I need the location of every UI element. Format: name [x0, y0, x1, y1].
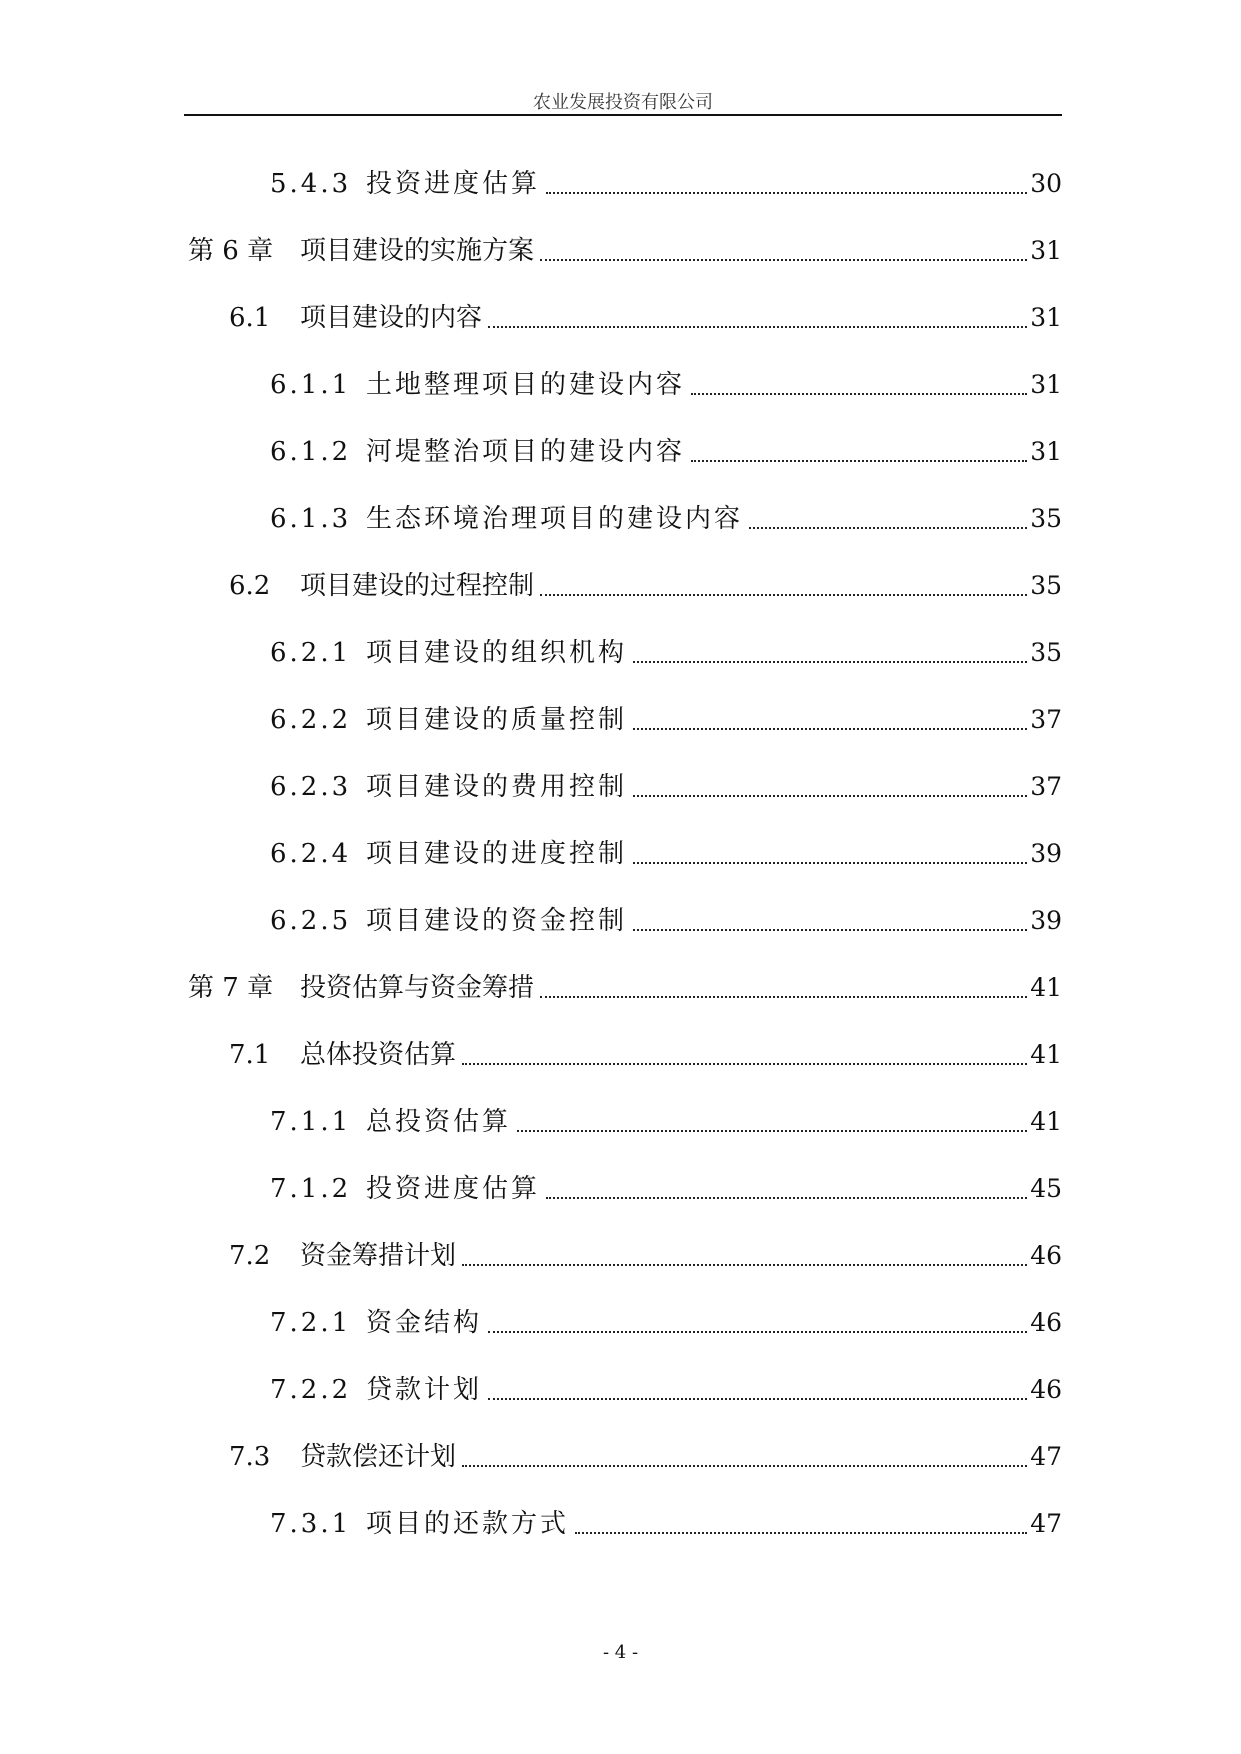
toc-dot-leader [546, 192, 1027, 194]
header-rule [184, 114, 1062, 116]
toc-page-number: 37 [1030, 705, 1062, 734]
toc-dot-leader [462, 1465, 1027, 1467]
toc-number: 6.1 [229, 303, 271, 333]
toc-entry-7-3[interactable] [229, 1440, 1062, 1474]
toc-entry-6-1[interactable] [229, 301, 1062, 335]
toc-number: 7.3 [229, 1442, 271, 1472]
toc-number: 7.1 [229, 1040, 271, 1070]
toc-dot-leader [691, 393, 1027, 395]
toc-dot-leader [633, 795, 1027, 797]
toc-dot-leader [488, 1398, 1027, 1400]
toc-number: 5.4.3 [270, 169, 352, 199]
toc-page-number: 41 [1030, 1040, 1062, 1069]
toc-title: 生态环境治理项目的建设内容 [366, 504, 744, 534]
toc-dot-leader [540, 594, 1027, 596]
toc-title: 资金结构 [366, 1308, 483, 1338]
toc-number: 6.1.2 [270, 437, 352, 467]
toc-entry-6-2-1[interactable] [270, 636, 1062, 670]
toc-entry-7-1-2[interactable] [270, 1172, 1062, 1206]
toc-page-number: 37 [1030, 772, 1062, 801]
toc-entry-7-3-1[interactable] [270, 1507, 1062, 1541]
toc-dot-leader [633, 862, 1027, 864]
running-header: 农业发展投资有限公司 [533, 92, 713, 113]
toc-number: 7.1.2 [270, 1174, 352, 1204]
toc-entry-7-2-1[interactable] [270, 1306, 1062, 1340]
toc-dot-leader [575, 1532, 1027, 1534]
toc-page-number: 31 [1030, 370, 1062, 399]
toc-entry-chapter-6[interactable] [188, 234, 1062, 268]
toc-dot-leader [517, 1130, 1027, 1132]
toc-dot-leader [546, 1197, 1027, 1199]
toc-entry-6-1-3[interactable] [270, 502, 1062, 536]
toc-title: 项目建设的内容 [300, 303, 483, 333]
toc-page-number: 41 [1030, 1107, 1062, 1136]
toc-number: 6.1.1 [270, 370, 352, 400]
toc-title: 项目建设的费用控制 [366, 772, 628, 802]
toc-number: 6.1.3 [270, 504, 352, 534]
toc-title: 项目建设的过程控制 [300, 571, 535, 601]
toc-number: 6.2.1 [270, 638, 352, 668]
toc-entry-6-1-1[interactable] [270, 368, 1062, 402]
toc-dot-leader [749, 527, 1027, 529]
toc-number: 6.2.4 [270, 839, 352, 869]
toc-dot-leader [488, 326, 1027, 328]
toc-title: 项目建设的进度控制 [366, 839, 628, 869]
toc-title: 项目的还款方式 [366, 1509, 570, 1539]
toc-page-number: 30 [1030, 169, 1062, 198]
page-number-footer: - 4 - [602, 1642, 639, 1663]
toc-title: 河堤整治项目的建设内容 [366, 437, 686, 467]
toc-page-number: 39 [1030, 906, 1062, 935]
toc-title: 项目建设的实施方案 [300, 236, 535, 266]
toc-title: 贷款计划 [366, 1375, 483, 1405]
toc-title: 投资估算与资金筹措 [300, 973, 535, 1003]
toc-entry-5-4-3[interactable] [270, 167, 1062, 201]
toc-dot-leader [540, 259, 1027, 261]
toc-title: 资金筹措计划 [300, 1241, 457, 1271]
toc-entry-6-1-2[interactable] [270, 435, 1062, 469]
toc-page-number: 46 [1030, 1241, 1062, 1270]
toc-dot-leader [540, 996, 1027, 998]
toc-page-number: 31 [1030, 303, 1062, 332]
toc-number: 7.2.1 [270, 1308, 352, 1338]
toc-title: 项目建设的质量控制 [366, 705, 628, 735]
toc-entry-6-2-4[interactable] [270, 837, 1062, 871]
toc-page-number: 35 [1030, 571, 1062, 600]
toc-page-number: 31 [1030, 437, 1062, 466]
toc-dot-leader [633, 728, 1027, 730]
toc-entry-6-2[interactable] [229, 569, 1062, 603]
toc-page-number: 45 [1030, 1174, 1062, 1203]
toc-number: 7.2 [229, 1241, 271, 1271]
toc-page-number: 31 [1030, 236, 1062, 265]
toc-title: 总投资估算 [366, 1107, 512, 1137]
toc-entry-6-2-5[interactable] [270, 904, 1062, 938]
toc-entry-7-2[interactable] [229, 1239, 1062, 1273]
toc-entry-7-1-1[interactable] [270, 1105, 1062, 1139]
toc-page-number: 39 [1030, 839, 1062, 868]
toc-title: 土地整理项目的建设内容 [366, 370, 686, 400]
toc-page-number: 35 [1030, 638, 1062, 667]
toc-entry-6-2-3[interactable] [270, 770, 1062, 804]
toc-number: 7.3.1 [270, 1509, 352, 1539]
toc-title: 投资进度估算 [366, 1174, 541, 1204]
toc-title: 项目建设的资金控制 [366, 906, 628, 936]
toc-title: 贷款偿还计划 [300, 1442, 457, 1472]
toc-dot-leader [633, 661, 1027, 663]
toc-dot-leader [633, 929, 1027, 931]
toc-dot-leader [462, 1063, 1027, 1065]
toc-dot-leader [691, 460, 1027, 462]
toc-page-number: 47 [1030, 1442, 1062, 1471]
toc-number: 6.2.2 [270, 705, 352, 735]
toc-dot-leader [488, 1331, 1027, 1333]
toc-entry-6-2-2[interactable] [270, 703, 1062, 737]
toc-dot-leader [462, 1264, 1027, 1266]
toc-page-number: 35 [1030, 504, 1062, 533]
toc-number: 第 6 章 [188, 236, 274, 266]
toc-number: 7.1.1 [270, 1107, 352, 1137]
toc-title: 项目建设的组织机构 [366, 638, 628, 668]
toc-entry-7-2-2[interactable] [270, 1373, 1062, 1407]
toc-title: 投资进度估算 [366, 169, 541, 199]
toc-number: 6.2.3 [270, 772, 352, 802]
toc-number: 6.2.5 [270, 906, 352, 936]
toc-number: 6.2 [229, 571, 271, 601]
toc-page-number: 41 [1030, 973, 1062, 1002]
toc-page-number: 46 [1030, 1375, 1062, 1404]
toc-entry-7-1[interactable] [229, 1038, 1062, 1072]
toc-page-number: 47 [1030, 1509, 1062, 1538]
toc-page-number: 46 [1030, 1308, 1062, 1337]
toc-number: 第 7 章 [188, 973, 274, 1003]
toc-entry-chapter-7[interactable] [188, 971, 1062, 1005]
toc-number: 7.2.2 [270, 1375, 352, 1405]
toc-title: 总体投资估算 [300, 1040, 457, 1070]
